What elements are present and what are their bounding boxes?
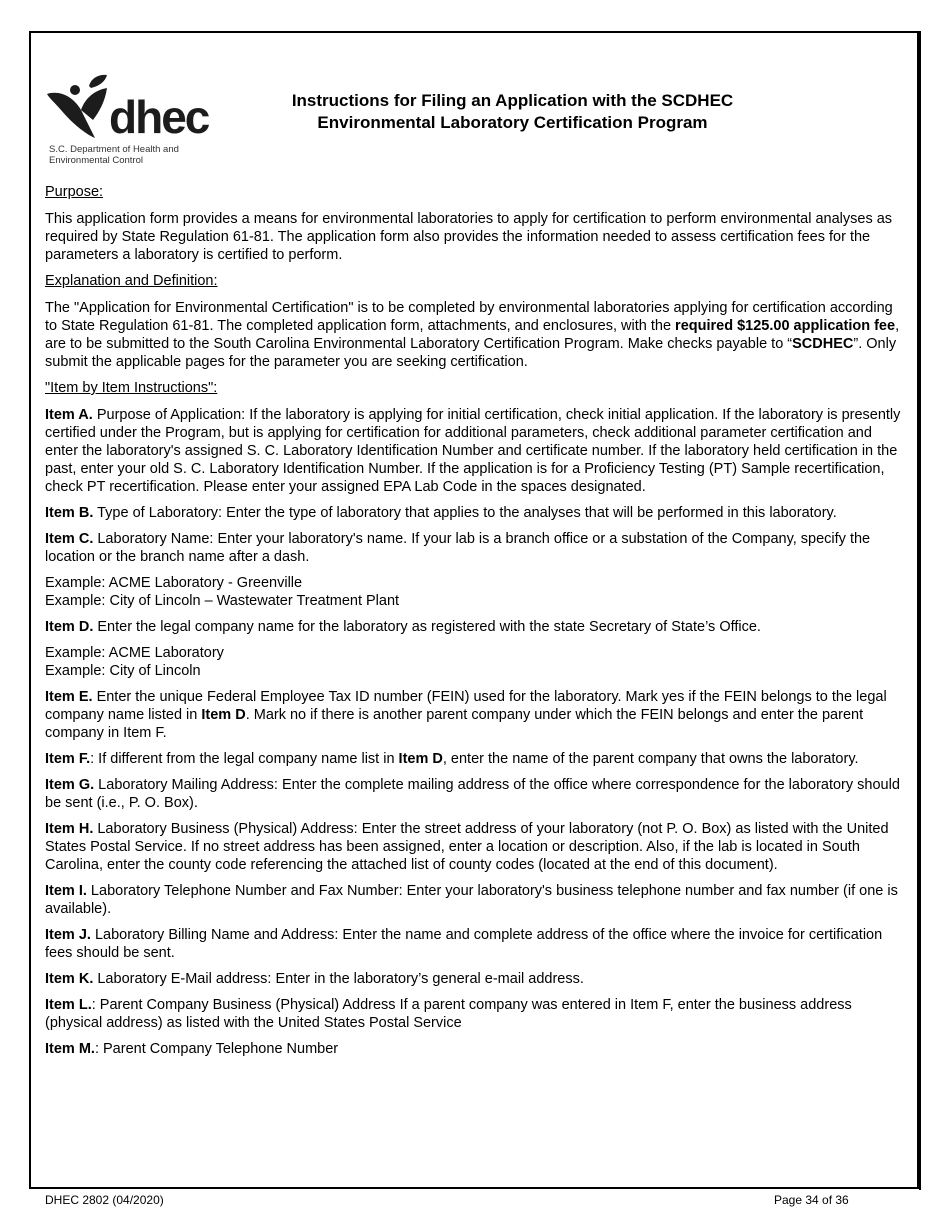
item-i: Item I. Laboratory Telephone Number and Fax Number: Enter your laboratory's business telephone number and fax number (if one is available). <box>45 883 898 917</box>
dhec-leaf-icon <box>45 72 115 144</box>
item-a: Item A. Purpose of Application: If the laboratory is applying for initial certification, check initial application. If the laboratory is presently certified under the Program, but is applying for certification for additional parameters, check additional parameter certification and enter the laboratory's assigned S. C. Laboratory Identification Number and certificate number. If the laboratory held certification in the past, enter your old S. C. Laboratory Identification Number. If the application is for a Proficiency Testing (PT) Sample recertification, check PT recertification. Please enter your assigned EPA Lab Code in the spaces designated. <box>45 407 901 495</box>
item-k: Item K. Laboratory E-Mail address: Enter in the laboratory’s general e-mail address. <box>45 971 584 987</box>
instructions-body <box>45 183 907 1066</box>
document-title: Instructions for Filing an Application with the SCDHEC Environmental Laboratory Certification Program <box>291 91 734 132</box>
footer-form-id: DHEC 2802 (04/2020) <box>45 1193 164 1207</box>
dhec-logo <box>45 72 220 168</box>
item-m: Item M.: Parent Company Telephone Number <box>45 1041 339 1057</box>
item-f: Item F.: If different from the legal company name list in Item D, enter the name of the parent company that owns the laboratory. <box>45 751 859 767</box>
item-c-example-2: Example: City of Lincoln – Wastewater Treatment Plant <box>45 593 400 609</box>
item-c-example-1: Example: ACME Laboratory - Greenville <box>45 575 303 591</box>
item-instructions-heading: "Item by Item Instructions": <box>45 380 218 396</box>
item-g: Item G. Laboratory Mailing Address: Enter the complete mailing address of the office where correspondence for the laboratory should be sent (i.e., P. O. Box). <box>45 777 900 811</box>
logo-wordmark: dhec <box>109 91 209 143</box>
item-b: Item B. Type of Laboratory: Enter the type of laboratory that applies to the analyses that will be performed in this laboratory. <box>45 505 837 521</box>
item-d-example-2: Example: City of Lincoln <box>45 663 201 679</box>
purpose-heading: Purpose: <box>45 184 104 200</box>
explanation-heading: Explanation and Definition: <box>45 273 218 289</box>
explanation-text: The "Application for Environmental Certification" is to be completed by environmental laboratories applying for certification according to State Regulation 61-81. The completed application form, attachments, and enclosures, with the required $125.00 application fee, are to be submitted to the South Carolina Environmental Laboratory Certification Program. Make checks payable to “SCDHEC”. Only submit the applicable pages for the parameter you are seeking certification. <box>45 300 900 370</box>
item-d: Item D. Enter the legal company name for the laboratory as registered with the state Secretary of State’s Office. <box>45 619 761 635</box>
purpose-text: This application form provides a means for environmental laboratories to apply for certification to perform environmental analyses as required by State Regulation 61-81. The application form also provides the information needed to assess certification fees for the parameters a laboratory is certified to perform. <box>45 211 893 263</box>
item-h: Item H. Laboratory Business (Physical) Address: Enter the street address of your laboratory (not P. O. Box) as listed with the United States Postal Service. If no street address has been assigned, enter a location or description. Also, if the lab is located in South Carolina, enter the county code referencing the attached list of county codes (located at the end of this document). <box>45 821 889 873</box>
item-l: Item L.: Parent Company Business (Physical) Address If a parent company was entered in Item F, enter the business address (physical address) as listed with the United States Postal Service <box>45 997 852 1031</box>
item-d-example-1: Example: ACME Laboratory <box>45 645 224 661</box>
item-e: Item E. Enter the unique Federal Employee Tax ID number (FEIN) used for the laboratory. Mark yes if the FEIN belongs to the legal company name listed in Item D. Mark no if there is another parent company under which the FEIN belongs and enter the parent company in Item F. <box>45 689 887 741</box>
item-c: Item C. Laboratory Name: Enter your laboratory's name. If your lab is a branch office or a substation of the Company, specify the location or the branch name after a dash. <box>45 531 871 565</box>
item-j: Item J. Laboratory Billing Name and Address: Enter the name and complete address of the office where the invoice for certification fees should be sent. <box>45 927 883 961</box>
logo-caption: S.C. Department of Health and Environmental Control <box>49 144 179 166</box>
footer-page-number: Page 34 of 36 <box>774 1193 849 1207</box>
